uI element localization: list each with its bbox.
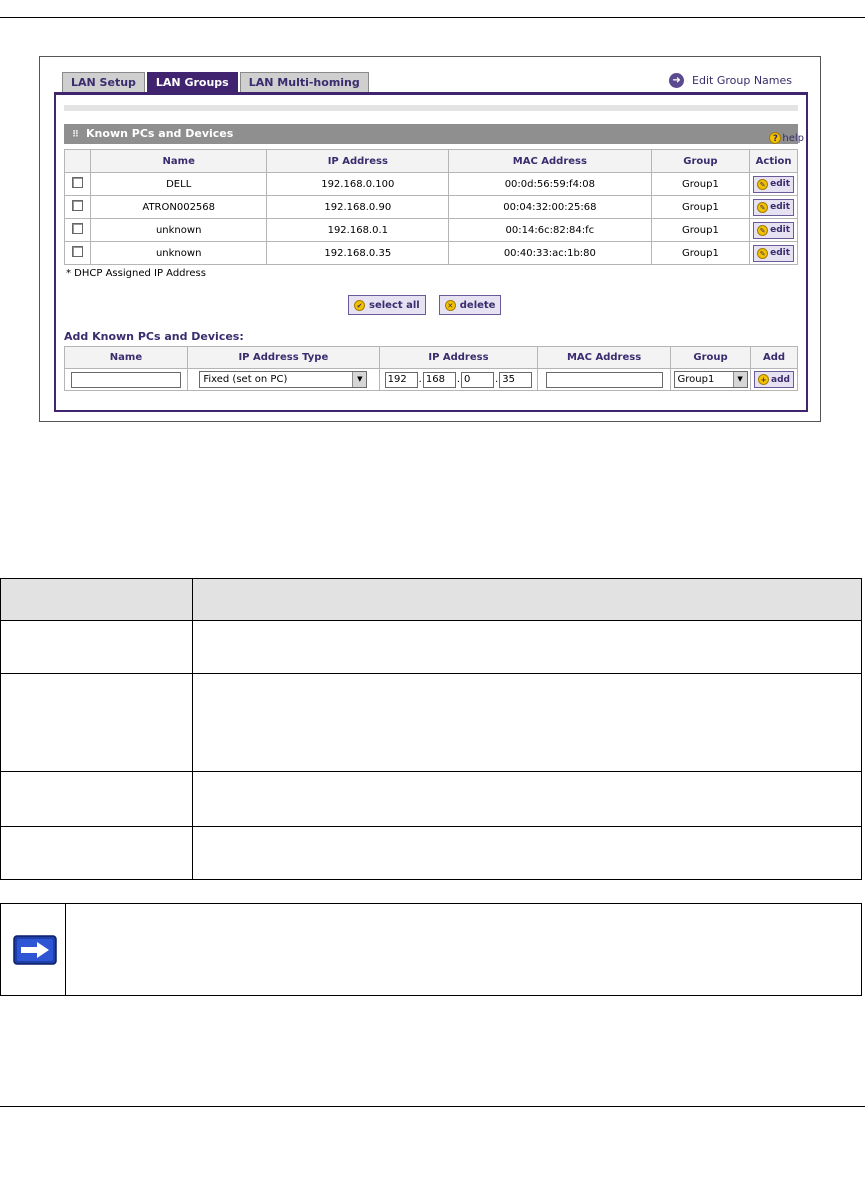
ip-octet-2-input[interactable]: 168 <box>423 372 456 388</box>
ip-type-value: Fixed (set on PC) <box>203 374 288 385</box>
cell-group: Group1 <box>651 242 750 265</box>
row-checkbox[interactable] <box>72 200 83 211</box>
select-all-button[interactable] <box>348 295 426 315</box>
tab-lan-multi-homing[interactable]: LAN Multi-homing <box>240 72 369 92</box>
group-value: Group1 <box>677 374 715 385</box>
content-panel <box>54 92 808 412</box>
pencil-icon: ✎ <box>757 248 768 259</box>
delete-button[interactable] <box>439 295 502 315</box>
edit-button[interactable] <box>753 176 794 193</box>
table-header-row <box>65 150 798 173</box>
table-row <box>65 242 798 265</box>
delete-label: delete <box>459 299 496 311</box>
col-mac-address: MAC Address <box>538 347 671 369</box>
help-icon: ? <box>769 132 781 144</box>
footer-rule <box>0 1106 865 1107</box>
cell-group: Group1 <box>651 219 750 242</box>
arrow-right-icon: ➜ <box>669 73 684 88</box>
dropdown-arrow-icon: ▼ <box>352 372 366 387</box>
edit-button[interactable] <box>753 199 794 216</box>
note-divider <box>65 904 66 995</box>
edit-label: edit <box>770 225 791 235</box>
add-device-table <box>64 346 798 391</box>
col-add: Add <box>751 347 798 369</box>
cell-ip: 192.168.0.100 <box>267 173 449 196</box>
col-mac-address: MAC Address <box>449 150 651 173</box>
col-group: Group <box>671 347 751 369</box>
check-icon: ✔ <box>354 300 365 311</box>
header-rule <box>0 17 865 18</box>
section-title: Known PCs and Devices <box>86 127 234 140</box>
cell-mac: 00:40:33:ac:1b:80 <box>449 242 651 265</box>
col-ip-address: IP Address <box>379 347 537 369</box>
cell-group: Group1 <box>651 173 750 196</box>
known-devices-section-header <box>64 124 798 144</box>
edit-group-names-label: Edit Group Names <box>692 74 792 87</box>
add-label: add <box>771 374 790 385</box>
ip-octet-1-input[interactable]: 192 <box>385 372 418 388</box>
lan-groups-screenshot <box>39 56 821 422</box>
message-strip <box>64 105 798 111</box>
pencil-icon: ✎ <box>757 202 768 213</box>
table-row <box>65 196 798 219</box>
doc-table-row <box>1 772 862 827</box>
pencil-icon: ✎ <box>757 179 768 190</box>
cell-group: Group1 <box>651 196 750 219</box>
doc-table-row <box>1 621 862 674</box>
table-row <box>65 219 798 242</box>
help-link[interactable] <box>769 132 804 144</box>
ip-octet-4-input[interactable]: 35 <box>499 372 532 388</box>
cell-name: ATRON002568 <box>90 196 267 219</box>
edit-label: edit <box>770 179 791 189</box>
pencil-icon: ✎ <box>757 225 768 236</box>
add-devices-title: Add Known PCs and Devices: <box>64 330 244 343</box>
note-arrow-icon <box>13 935 57 965</box>
edit-button[interactable] <box>753 245 794 262</box>
field-description-table <box>0 578 862 880</box>
add-device-row <box>65 369 798 391</box>
table-row <box>65 173 798 196</box>
cell-mac: 00:14:6c:82:84:fc <box>449 219 651 242</box>
table-header-row <box>65 347 798 369</box>
mac-address-input[interactable] <box>546 372 663 388</box>
edit-label: edit <box>770 202 791 212</box>
row-checkbox[interactable] <box>72 246 83 257</box>
plus-icon: + <box>758 374 769 385</box>
col-ip-address: IP Address <box>267 150 449 173</box>
x-circle-icon: ✕ <box>445 300 456 311</box>
dropdown-arrow-icon: ▼ <box>733 372 747 387</box>
doc-table-row <box>1 827 862 880</box>
col-ip-type: IP Address Type <box>187 347 379 369</box>
dhcp-footnote: * DHCP Assigned IP Address <box>66 268 206 279</box>
col-action: Action <box>750 150 798 173</box>
col-select <box>65 150 91 173</box>
edit-label: edit <box>770 248 791 258</box>
col-name: Name <box>65 347 188 369</box>
tab-lan-groups[interactable]: LAN Groups <box>147 72 238 92</box>
ip-octet-3-input[interactable]: 0 <box>461 372 494 388</box>
cell-ip: 192.168.0.1 <box>267 219 449 242</box>
known-devices-table <box>64 149 798 265</box>
cell-ip: 192.168.0.35 <box>267 242 449 265</box>
col-name: Name <box>90 150 267 173</box>
table-actions <box>348 295 501 315</box>
cell-name: unknown <box>90 242 267 265</box>
tab-bar <box>62 72 369 92</box>
ip-dot: . <box>456 374 461 385</box>
name-input[interactable] <box>71 372 181 388</box>
note-box <box>0 903 862 996</box>
add-button[interactable] <box>754 371 794 388</box>
cell-ip: 192.168.0.90 <box>267 196 449 219</box>
help-label: help <box>782 132 804 144</box>
edit-group-names-link[interactable] <box>669 73 792 88</box>
col-group: Group <box>651 150 750 173</box>
row-checkbox[interactable] <box>72 177 83 188</box>
group-select[interactable] <box>674 371 748 388</box>
row-checkbox[interactable] <box>72 223 83 234</box>
doc-table-header <box>1 579 862 621</box>
ip-dot: . <box>495 374 499 385</box>
cell-name: DELL <box>90 173 267 196</box>
select-all-label: select all <box>369 299 420 311</box>
ip-dot: . <box>418 374 422 385</box>
tab-lan-setup[interactable]: LAN Setup <box>62 72 145 92</box>
edit-button[interactable] <box>753 222 794 239</box>
cell-name: unknown <box>90 219 267 242</box>
grip-icon: ⠿ <box>72 130 79 140</box>
cell-mac: 00:04:32:00:25:68 <box>449 196 651 219</box>
cell-mac: 00:0d:56:59:f4:08 <box>449 173 651 196</box>
doc-table-row <box>1 674 862 772</box>
ip-type-select[interactable] <box>199 371 367 388</box>
